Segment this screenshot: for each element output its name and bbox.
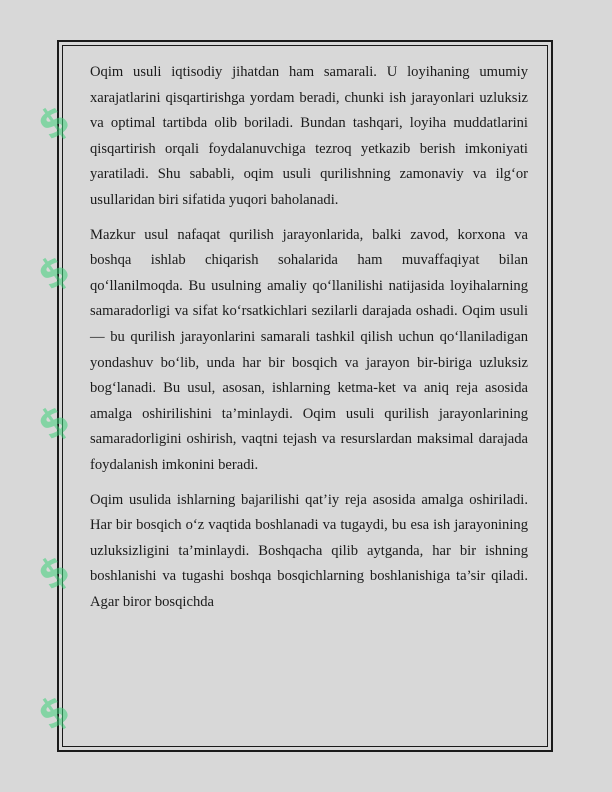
body-text: [90, 60, 528, 615]
paragraph: Mazkur usul nafaqat qurilish jarayonlarida, balki zavod, korxona va boshqa ishlab chiqarish sohalarida ham muvaffaqiyat bilan qo‘llanilmoqda. Bu usulning amaliy qo‘llanilishi natijasida loyihalarning samaradorligi va sifat ko‘rsatkichlari sezilarli darajada oshadi. Oqim usuli — bu qurilish jarayonlarini samarali tashkil qilish uchun qo‘llaniladigan yondashuv bo‘lib, unda har bir bosqich va jarayon bir-biriga uzluksiz bog‘lanadi. Bu usul, asosan, ishlarning ketma-ket va aniq reja asosida amalga oshirilishini ta’minlaydi. Oqim usuli qurilish jarayonlarining samaradorligini oshirish, vaqtni tejash va resurslardan maksimal darajada foydalanish imkonini beradi.: [90, 226, 528, 473]
watermark-logo: $: [29, 246, 79, 300]
watermark-logo: $: [29, 686, 79, 740]
watermark-logo: $: [29, 396, 79, 450]
paragraph: Oqim usuli iqtisodiy jihatdan ham samarali. U loyihaning umumiy xarajatlarini qisqartirishga yordam beradi, chunki ish jarayonlari uzluksiz va optimal tartibda olib boriladi. Bundan tashqari, loyiha muddatlarini qisqartirish orqali foydalanuvchiga tezroq yetkazib berish imkoniyati yaratiladi. Shu sababli, oqim usuli qurilishning zamonaviy va ilg‘or usullaridan biri sifatida yuqori baholanadi.: [90, 64, 528, 208]
watermark-logo: $: [29, 546, 79, 600]
paragraph: Oqim usulida ishlarning bajarilishi qat’iy reja asosida amalga oshiriladi. Har bir bosqich o‘z vaqtida boshlanadi va tugaydi, bu esa ish jarayonining uzluksizligini ta’minlaydi. Boshqacha qilib aytganda, har bir ishning boshlanishi va tugashi boshqa bosqichlarning boshlanishiga ta’sir qiladi. Agar biror bosqichda: [90, 491, 528, 610]
watermark-logo: $: [29, 96, 79, 150]
